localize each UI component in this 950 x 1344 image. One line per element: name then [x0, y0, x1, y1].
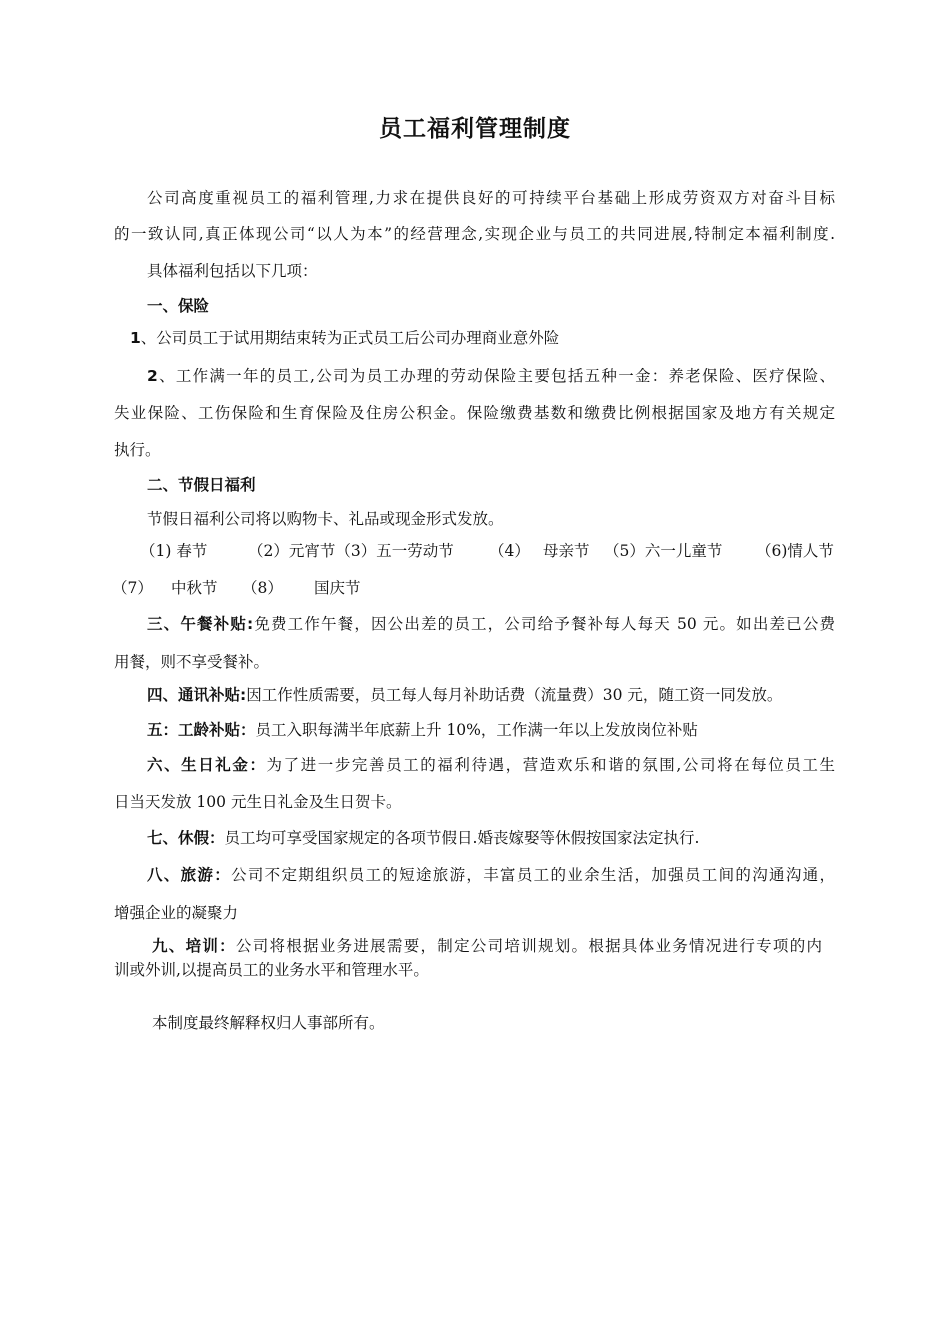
section-label: 五：工龄补贴：: [147, 721, 256, 739]
item-text: 、公司员工于试用期结束转为正式员工后公司办理商业意外险: [140, 329, 560, 347]
holiday-list-row-1: [0, 541, 950, 561]
communication-allowance: [147, 685, 782, 705]
holiday-5: （5）六一儿童节: [604, 542, 723, 560]
section-label: 四、通讯补贴:: [147, 686, 247, 704]
holiday-7-number: （7）: [112, 579, 153, 597]
page-title: 员工福利管理制度: [379, 116, 571, 142]
holiday-4: 母亲节: [543, 542, 590, 560]
holiday-7: 中秋节: [171, 579, 218, 597]
holiday-2-3: （2）元宵节（3）五一劳动节: [248, 542, 454, 560]
holiday-1: （1) 春节: [140, 542, 208, 560]
item-text: 、工作满一年的员工,公司为员工办理的劳动保险主要包括五种一金：养老保险、医疗保险、: [157, 367, 835, 385]
travel-line-1: [147, 865, 835, 885]
section-text: 免费工作午餐，因公出差的员工，公司给予餐补每人每天 50 元。如出差已公费: [253, 615, 835, 633]
birthday-gift-line-1: [147, 755, 835, 775]
seniority-allowance: [147, 720, 698, 740]
holiday-6: （6)情人节: [756, 542, 834, 560]
section-insurance-heading: 一、保险: [147, 297, 210, 315]
footer-note: 本制度最终解释权归人事部所有。: [152, 1014, 385, 1032]
section-holiday-heading: 二、节假日福利: [147, 476, 256, 494]
holiday-8-number: （8）: [242, 579, 283, 597]
intro-line-2: 的一致认同,真正体现公司“以人为本”的经营理念,实现企业与员工的共同进展,特制定本福利制度.: [114, 225, 835, 243]
holiday-4-number: （4）: [489, 542, 530, 560]
travel-line-2: 增强企业的凝聚力: [114, 904, 239, 922]
lunch-allowance-line-2: 用餐，则不享受餐补。: [114, 653, 270, 671]
insurance-item-2-line-2: 失业保险、工伤保险和生育保险及住房公积金。保险缴费基数和缴费比例根据国家及地方有关规定: [114, 404, 835, 422]
vacation: [147, 828, 699, 848]
section-text: 员工入职每满半年底薪上升 10%，工作满一年以上发放岗位补贴: [255, 721, 698, 739]
insurance-item-2-line-1: [147, 366, 835, 386]
section-label: 六、生日礼金：: [147, 756, 267, 774]
intro-line-1: 公司高度重视员工的福利管理,力求在提供良好的可持续平台基础上形成劳资双方对奋斗目标: [147, 189, 835, 207]
section-text: 公司不定期组织员工的短途旅游，丰富员工的业余生活，加强员工间的沟通沟通，: [231, 866, 835, 884]
holiday-8: 国庆节: [314, 579, 361, 597]
insurance-item-1: [130, 328, 559, 348]
intro-line-3: 具体福利包括以下几项：: [147, 262, 318, 280]
holiday-list-row-2: [0, 578, 950, 598]
section-text: 公司将根据业务进展需要，制定公司培训规划。根据具体业务情况进行专项的内: [235, 937, 822, 955]
lunch-allowance-line-1: [147, 614, 835, 634]
birthday-gift-line-2: 日当天发放 100 元生日礼金及生日贺卡。: [114, 793, 402, 811]
holiday-text: 节假日福利公司将以购物卡、礼品或现金形式发放。: [147, 510, 504, 528]
section-label: 九、培训：: [152, 937, 236, 955]
section-label: 八、旅游：: [147, 866, 232, 884]
item-number: 2: [147, 367, 158, 385]
section-text: 员工均可享受国家规定的各项节假日.婚丧嫁娶等休假按国家法定执行.: [224, 829, 700, 847]
training-line-2: 训或外训,以提高员工的业务水平和管理水平。: [114, 961, 429, 979]
insurance-item-2-line-3: 执行。: [114, 441, 161, 459]
section-text: 因工作性质需要，员工每人每月补助话费（流量费）30 元，随工资一同发放。: [246, 686, 783, 704]
section-label: 三、午餐补贴:: [147, 615, 254, 633]
section-label: 七、休假：: [147, 829, 225, 847]
item-number: 1: [130, 329, 141, 347]
section-text: 为了进一步完善员工的福利待遇，营造欢乐和谐的氛围,公司将在每位员工生: [266, 756, 835, 774]
training-line-1: [152, 936, 822, 956]
